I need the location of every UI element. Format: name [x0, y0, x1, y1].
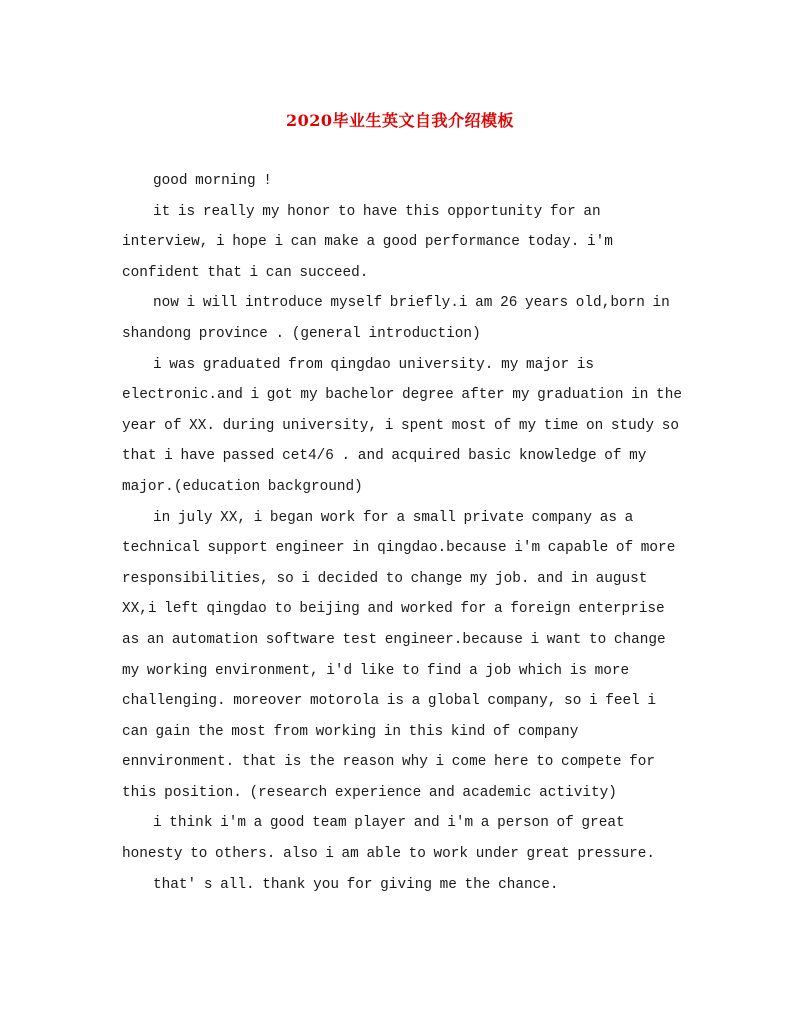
paragraph-personality: i think i'm a good team player and i'm a person of great honesty to others. also i am able to work under great pressure.	[122, 815, 656, 863]
paragraph-general-introduction: now i will introduce myself briefly.i am 26 years old,born in shandong province . (general introduction)	[122, 295, 670, 342]
paragraph-closing: that' s all. thank you for giving me the chance.	[153, 876, 559, 893]
document-title: 2020毕业生英文自我介绍模板	[285, 111, 515, 130]
paragraph-greeting: good morning !	[153, 173, 272, 189]
paragraph-opening: it is really my honor to have this opportunity for an interview, i hope i can make a good performance today. i'm confident that i can succeed.	[122, 203, 613, 281]
paragraph-education-background: i was graduated from qingdao university. my major is electronic.and i got my bachelor degree after my graduation in the year of XX. during university, i spent most of my time on study so that i have passed cet4/6 . and acquired basic knowledge of my major.(education background)	[122, 356, 682, 495]
paragraph-work-experience: in july XX, i began work for a small private company as a technical support engineer in qingdao.because i'm capable of more responsibilities, so i decided to change my job. and in august XX,i left qingdao to beijing and worked for a foreign enterprise as an automation software test engineer.because i want to change my working environment, i'd like to find a job which is more challenging. moreover motorola is a global company, so i feel i can gain the most from working in this kind of company ennvironment. that is the reason why i come here to compete for this position. (research experience and academic activity)	[122, 509, 676, 801]
document-body	[122, 166, 682, 900]
